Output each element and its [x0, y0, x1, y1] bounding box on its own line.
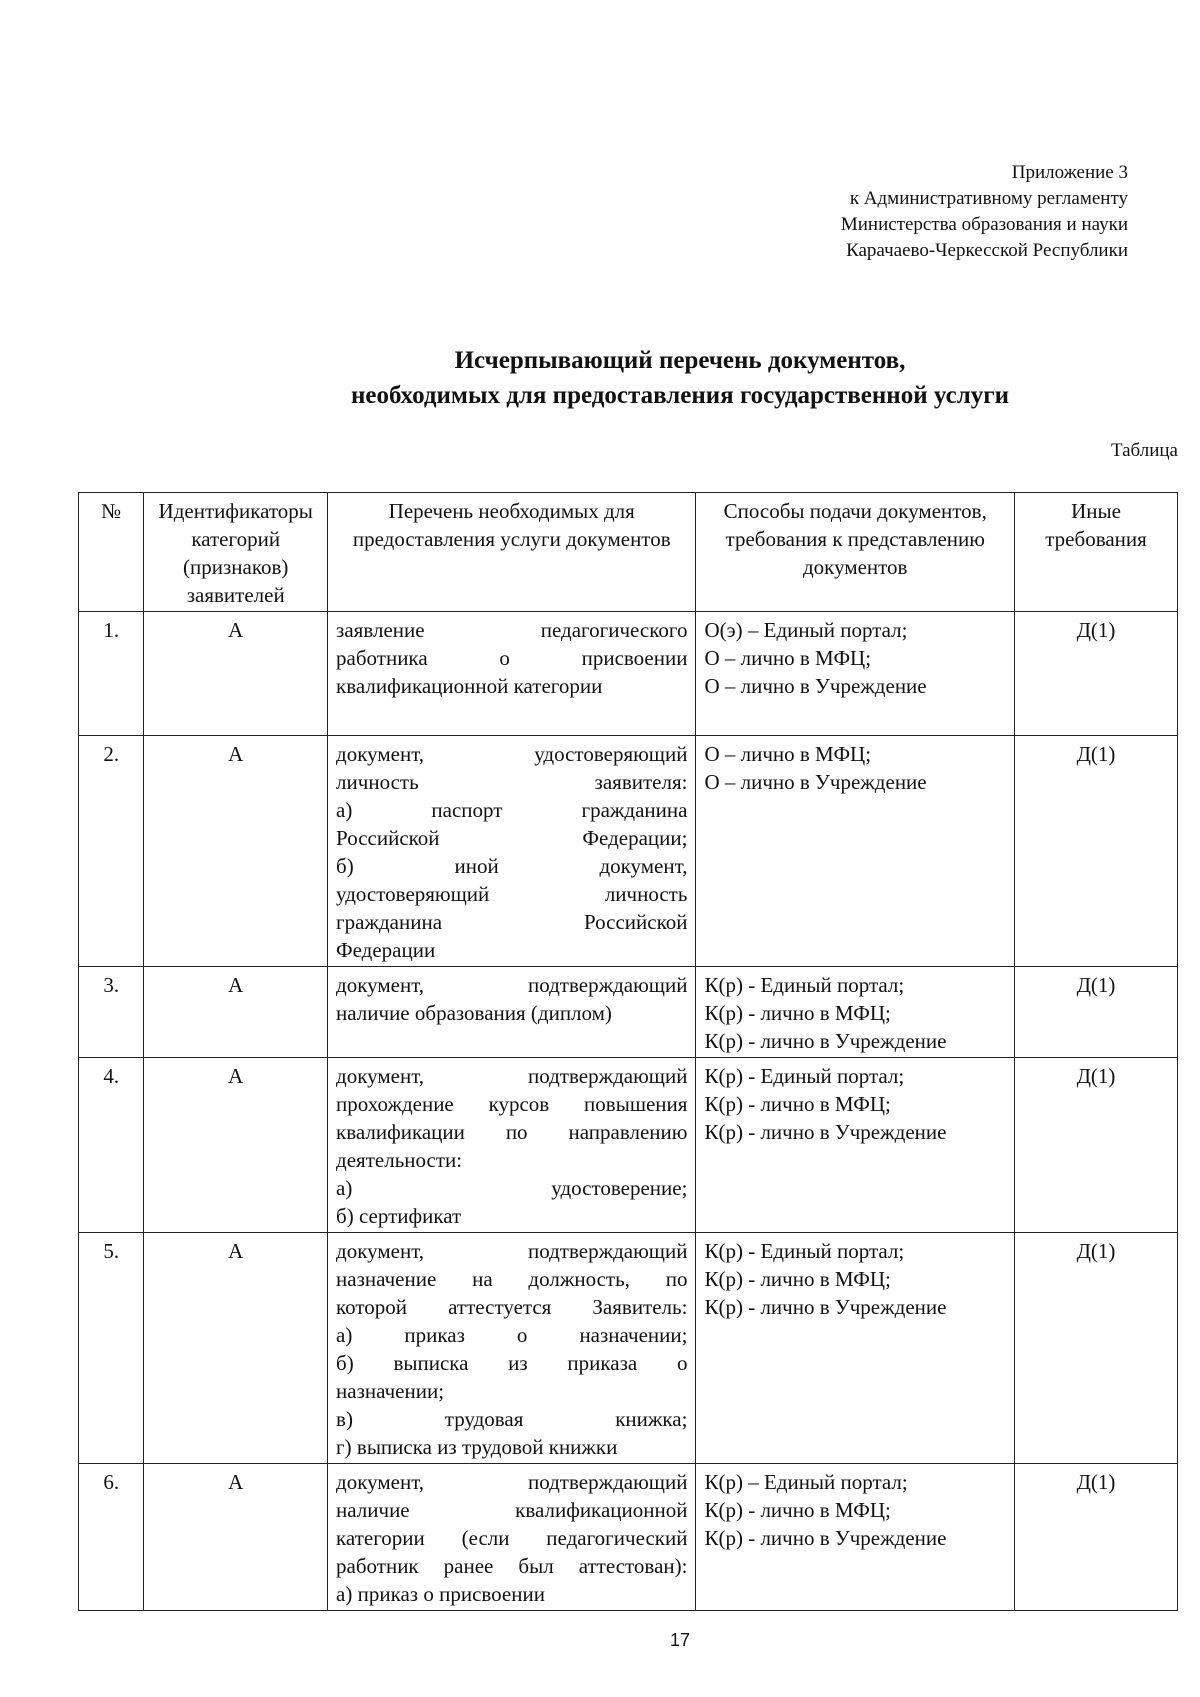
- document-line: а) удостоверение;: [336, 1176, 688, 1200]
- method-line: О – лично в МФЦ;: [704, 742, 872, 766]
- row-methods: [696, 967, 1015, 1058]
- document-line: квалификации по направлению: [336, 1120, 688, 1144]
- header-category: Идентификаторы категорий (признаков) заявителей: [144, 493, 328, 612]
- appendix-line: Приложение 3: [1011, 162, 1128, 183]
- row-methods: [696, 1233, 1015, 1464]
- table-header-row: [79, 493, 1178, 612]
- row-other: Д(1): [1015, 736, 1178, 967]
- document-line: документ, удостоверяющий: [336, 742, 688, 766]
- row-num: 2.: [79, 736, 144, 967]
- method-line: К(р) - лично в МФЦ;: [704, 1498, 891, 1522]
- documents-table: [78, 492, 1178, 1611]
- document-line: б) сертификат: [336, 1204, 462, 1228]
- row-methods: [696, 1058, 1015, 1233]
- header-documents: Перечень необходимых для предоставления услуги документов: [328, 493, 696, 612]
- document-line: наличие образования (диплом): [336, 1001, 612, 1025]
- document-line: в) трудовая книжка;: [336, 1407, 688, 1431]
- header-num: №: [79, 493, 144, 612]
- document-line: б) иной документ,: [336, 854, 688, 878]
- row-category: А: [144, 612, 328, 736]
- document-line: деятельности:: [336, 1148, 463, 1172]
- header-other: Иные требования: [1015, 493, 1178, 612]
- row-documents: [328, 1233, 696, 1464]
- header-methods: Способы подачи документов, требования к представлению документов: [696, 493, 1015, 612]
- method-line: О(э) – Единый портал;: [704, 618, 908, 642]
- row-methods: [696, 736, 1015, 967]
- row-num: 1.: [79, 612, 144, 736]
- document-line: а) приказ о присвоении: [336, 1582, 545, 1606]
- appendix-line: Министерства образования и науки: [840, 214, 1128, 235]
- method-line: К(р) – Единый портал;: [704, 1470, 908, 1494]
- document-line: работник ранее был аттестован):: [336, 1554, 688, 1578]
- document-line: заявление педагогического: [336, 618, 688, 642]
- table-row: [79, 1233, 1178, 1464]
- row-documents: [328, 1058, 696, 1233]
- method-line: К(р) - лично в МФЦ;: [704, 1001, 891, 1025]
- row-category: А: [144, 736, 328, 967]
- document-line: б) выписка из приказа о: [336, 1351, 688, 1375]
- table-row: [79, 1058, 1178, 1233]
- method-line: К(р) - лично в Учреждение: [704, 1120, 947, 1144]
- row-documents: [328, 736, 696, 967]
- document-line: удостоверяющий личность: [336, 882, 688, 906]
- table-row: [79, 967, 1178, 1058]
- document-line: документ, подтверждающий: [336, 973, 688, 997]
- document-line: квалификационной категории: [336, 674, 603, 698]
- document-line: документ, подтверждающий: [336, 1239, 688, 1263]
- row-documents: [328, 1464, 696, 1611]
- method-line: К(р) - лично в МФЦ;: [704, 1267, 891, 1291]
- method-line: К(р) - Единый портал;: [704, 1239, 905, 1263]
- document-line: документ, подтверждающий: [336, 1064, 688, 1088]
- method-line: К(р) - лично в МФЦ;: [704, 1092, 891, 1116]
- row-documents: [328, 967, 696, 1058]
- row-category: А: [144, 967, 328, 1058]
- row-documents: [328, 612, 696, 736]
- row-methods: [696, 1464, 1015, 1611]
- document-line: наличие квалификационной: [336, 1498, 688, 1522]
- document-line: документ, подтверждающий: [336, 1470, 688, 1494]
- document-line: назначение на должность, по: [336, 1267, 688, 1291]
- table-body: [79, 612, 1178, 1611]
- appendix-line: к Административному регламенту: [849, 188, 1128, 209]
- appendix-header: [841, 160, 1128, 264]
- table-row: [79, 612, 1178, 736]
- document-line: категории (если педагогический: [336, 1526, 688, 1550]
- document-line: а) приказ о назначении;: [336, 1323, 688, 1347]
- method-line: К(р) - Единый портал;: [704, 1064, 905, 1088]
- row-category: А: [144, 1233, 328, 1464]
- method-line: К(р) - лично в Учреждение: [704, 1295, 947, 1319]
- document-line: работника о присвоении: [336, 646, 688, 670]
- method-line: К(р) - Единый портал;: [704, 973, 905, 997]
- method-line: К(р) - лично в Учреждение: [704, 1526, 947, 1550]
- document-line: прохождение курсов повышения: [336, 1092, 688, 1116]
- row-category: А: [144, 1464, 328, 1611]
- row-other: Д(1): [1015, 612, 1178, 736]
- document-line: которой аттестуется Заявитель:: [336, 1295, 688, 1319]
- row-other: Д(1): [1015, 1464, 1178, 1611]
- document-line: г) выписка из трудовой книжки: [336, 1435, 618, 1459]
- row-num: 3.: [79, 967, 144, 1058]
- document-line: назначении;: [336, 1379, 445, 1403]
- row-other: Д(1): [1015, 1233, 1178, 1464]
- appendix-line: Карачаево-Черкесской Республики: [846, 240, 1128, 261]
- title-line-1: Исчерпывающий перечень документов,: [454, 347, 906, 374]
- row-num: 4.: [79, 1058, 144, 1233]
- title-line-2: необходимых для предоставления государственной услуги: [351, 382, 1009, 409]
- table-label: Таблица: [1110, 440, 1178, 461]
- page-number: 17: [669, 1630, 691, 1650]
- row-category: А: [144, 1058, 328, 1233]
- method-line: О – лично в МФЦ;: [704, 646, 872, 670]
- table-row: [79, 736, 1178, 967]
- document-line: а) паспорт гражданина: [336, 798, 688, 822]
- document-line: гражданина Российской: [336, 910, 688, 934]
- row-other: Д(1): [1015, 967, 1178, 1058]
- page-title: [0, 343, 1200, 413]
- document-line: личность заявителя:: [336, 770, 688, 794]
- table-row: [79, 1464, 1178, 1611]
- row-methods: [696, 612, 1015, 736]
- method-line: О – лично в Учреждение: [704, 674, 927, 698]
- document-line: Российской Федерации;: [336, 826, 688, 850]
- row-other: Д(1): [1015, 1058, 1178, 1233]
- row-num: 5.: [79, 1233, 144, 1464]
- method-line: О – лично в Учреждение: [704, 770, 927, 794]
- method-line: К(р) - лично в Учреждение: [704, 1029, 947, 1053]
- document-line: Федерации: [336, 938, 436, 962]
- row-num: 6.: [79, 1464, 144, 1611]
